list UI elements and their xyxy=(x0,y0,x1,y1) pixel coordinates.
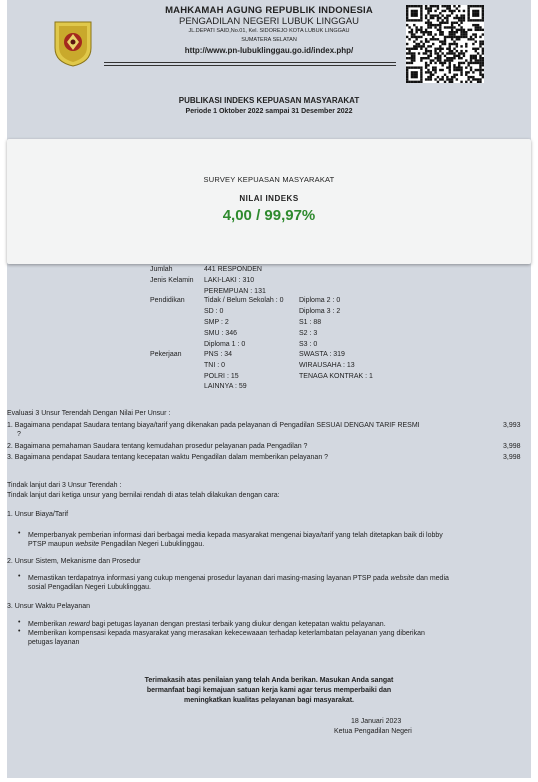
followup-title: Tindak lanjut dari 3 Unsur Terendah : xyxy=(7,482,122,489)
evaluation-item-3: 3. Bagaimana pendapat Saudara tentang kecepatan waktu Pengadilan dalam memberikan pelayanan ? xyxy=(7,454,329,461)
followup-1-bullet-1-line-2: PTSP maupun website Pengadilan Negeri Lubuklinggau. xyxy=(28,541,205,548)
edu-item: S2 : 3 xyxy=(299,330,318,337)
edu-item: Tidak / Belum Sekolah : 0 xyxy=(204,297,284,304)
job-item: TENAGA KONTRAK : 1 xyxy=(299,373,373,380)
index-label: NILAI INDEKS xyxy=(239,194,299,203)
edu-item: SMP : 2 xyxy=(204,319,229,326)
thanks-line-1: Terimakasih atas penilaian yang telah Anda berikan. Masukan Anda sangat xyxy=(144,677,394,684)
header-divider xyxy=(104,62,396,66)
job-item: TNI : 0 xyxy=(204,362,226,369)
edu-item: Diploma 3 : 2 xyxy=(299,308,341,315)
job-label: Pekerjaan xyxy=(150,351,182,358)
evaluation-score-1: 3,993 xyxy=(503,422,521,429)
header-address: JL.DEPATI SAID,No.01, Kel. SIDOREJO KOTA LUBUK LINGGAU xyxy=(188,28,350,34)
evaluation-title: Evaluasi 3 Unsur Terendah Dengan Nilai Per Unsur : xyxy=(7,410,171,417)
thanks-line-2: bermanfaat bagi kemajuan satuan kerja kami agar terus memperbaiki dan xyxy=(146,687,392,694)
followup-2-bullet-1-line-2: sosial Pengadilan Negeri Lubuklinggau. xyxy=(28,584,151,591)
document-page xyxy=(7,0,531,778)
publication-period: Periode 1 Oktober 2022 sampai 31 Desember 2022 xyxy=(185,108,353,115)
bullet-icon: • xyxy=(18,619,21,626)
followup-heading-1: 1. Unsur Biaya/Tarif xyxy=(7,511,69,518)
education-label: Pendidikan xyxy=(150,297,185,304)
edu-item: SD : 0 xyxy=(204,308,224,315)
survey-label: SURVEY KEPUASAN MASYARAKAT xyxy=(203,175,335,184)
index-value: 4,00 / 99,97% xyxy=(222,207,316,224)
evaluation-item-2: 2. Bagaimana pemahaman Saudara tentang kemudahan prosedur pelayanan pada Pengadilan ? xyxy=(7,443,308,450)
bullet-icon: • xyxy=(18,573,21,580)
followup-2-bullet-1-line-1: Memastikan terdapatnya informasi yang cukup mengenai prosedur layanan dari masing-masing layanan PTSP pada website dan media xyxy=(28,575,449,582)
followup-3-bullet-2-line-2: petugas layanan xyxy=(28,639,80,646)
signature-title: Ketua Pengadilan Negeri xyxy=(334,728,412,735)
header-url-link[interactable]: http://www.pn-lubuklinggau.go.id/index.php/ xyxy=(184,46,354,55)
followup-3-bullet-2-line-1: Memberikan kompensasi kepada masyarakat yang merasakan kekecewaaan terhadap keterlambatan pelayanan yang diberikan xyxy=(28,630,425,637)
header-institution: MAHKAMAH AGUNG REPUBLIK INDONESIA xyxy=(165,5,373,16)
edu-item: S3 : 0 xyxy=(299,341,318,348)
edu-item: Diploma 2 : 0 xyxy=(299,297,341,304)
header-province: SUMATERA SELATAN xyxy=(241,37,297,43)
jumlah-label: Jumlah xyxy=(150,266,173,273)
job-item: WIRAUSAHA : 13 xyxy=(299,362,355,369)
evaluation-score-2: 3,998 xyxy=(503,443,521,450)
followup-heading-3: 3. Unsur Waktu Pelayanan xyxy=(7,603,91,610)
job-item: POLRI : 15 xyxy=(204,373,239,380)
gender-female: PEREMPUAN : 131 xyxy=(204,288,266,295)
followup-heading-2: 2. Unsur Sistem, Mekanisme dan Prosedur xyxy=(7,558,141,565)
header-court: PENGADILAN NEGERI LUBUK LINGGAU xyxy=(178,16,360,27)
job-item: LAINNYA : 59 xyxy=(204,383,247,390)
jumlah-value: 441 RESPONDEN xyxy=(204,266,262,273)
evaluation-item-1: 1. Bagaimana pendapat Saudara tentang biaya/tarif yang dikenakan pada pelayanan di Pengadilan SESUAI DENGAN TARIF RESMI xyxy=(7,422,420,429)
edu-item: S1 : 88 xyxy=(299,319,322,326)
gender-male: LAKI-LAKI : 310 xyxy=(204,277,255,284)
gender-label: Jenis Kelamin xyxy=(150,277,194,284)
followup-1-bullet-1-line-1: Memperbanyak pemberian informasi dari berbagai media kepada masyarakat mengenai biaya/tarif yang telah ditetapkan baik di lobby xyxy=(28,532,443,539)
bullet-icon: • xyxy=(18,628,21,635)
thanks-line-3: meningkatkan kualitas pelayanan bagi masyarakat. xyxy=(183,697,355,704)
signature-date: 18 Januari 2023 xyxy=(351,718,402,725)
edu-item: Diploma 1 : 0 xyxy=(204,341,246,348)
publication-title: PUBLIKASI INDEKS KEPUASAN MASYARAKAT xyxy=(178,96,360,105)
edu-item: SMU : 346 xyxy=(204,330,238,337)
job-item: PNS : 34 xyxy=(204,351,233,358)
followup-3-bullet-1: Memberikan reward bagi petugas layanan dengan prestasi terbaik yang diukur dengan ketepatan waktu pelayanan. xyxy=(28,621,386,628)
followup-intro: Tindak lanjut dari ketiga unsur yang bernilai rendah di atas telah dilakukan dengan cara: xyxy=(7,492,280,499)
evaluation-score-3: 3,998 xyxy=(503,454,521,461)
survey-index-card xyxy=(7,139,531,264)
bullet-icon: • xyxy=(18,530,21,537)
job-item: SWASTA : 319 xyxy=(299,351,345,358)
evaluation-item-1-cont: ? xyxy=(17,431,21,438)
